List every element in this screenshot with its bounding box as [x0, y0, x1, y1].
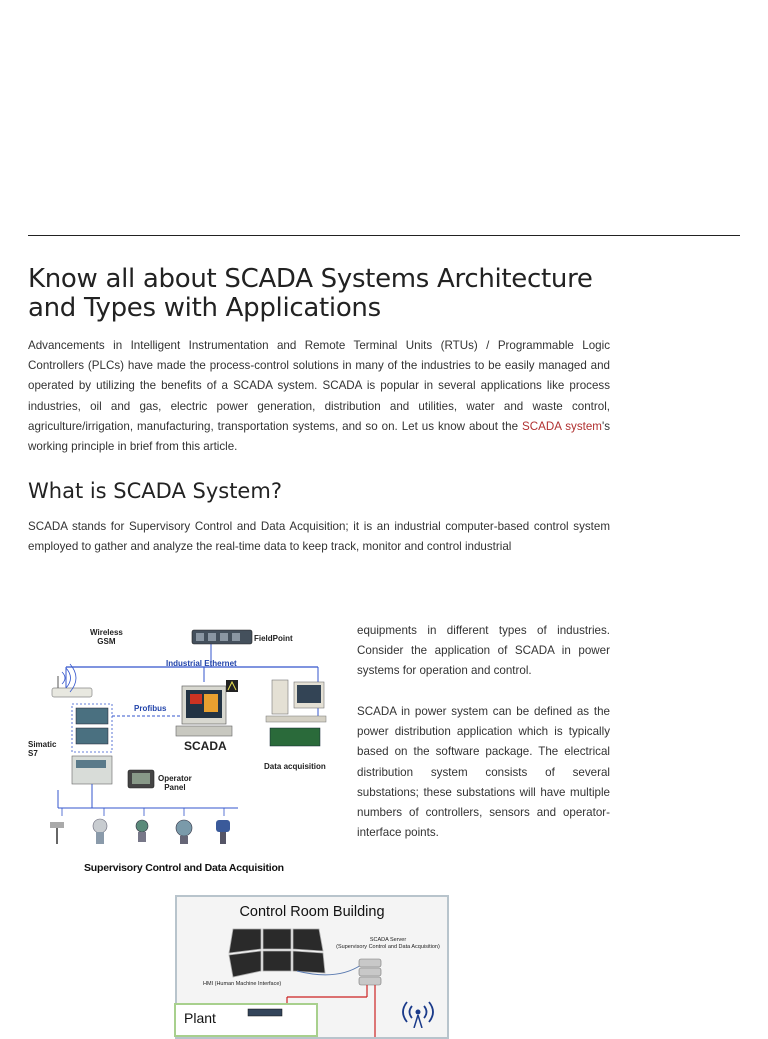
wireless-gsm-label: Wireless GSM: [90, 628, 123, 646]
operator-panel-icon: [128, 770, 154, 788]
scada-server-icon: [359, 959, 381, 985]
wireless-router-icon: [52, 664, 92, 697]
simatic-s7-label: Simatic S7: [28, 740, 57, 758]
profibus-label: Profibus: [134, 704, 167, 713]
plc-rack-icon: [72, 704, 112, 784]
industrial-ethernet-label: Industrial Ethernet: [166, 659, 237, 668]
scada-server-label: SCADA Server (Supervisory Control and Data Acquisition): [336, 937, 440, 950]
sensor-icon: [176, 820, 192, 844]
fieldpoint-device-icon: [192, 630, 252, 644]
control-room-title: Control Room Building: [239, 904, 385, 920]
data-acquisition-pc-icon: [266, 680, 326, 746]
scada-architecture-figure: [26, 620, 346, 882]
sensor-icon: [50, 822, 64, 844]
plant-box: [174, 1003, 318, 1037]
hmi-screens-icon: [229, 929, 325, 977]
intro-text: Advancements in Intelligent Instrumentation and Remote Terminal Units (RTUs) / Programmable Logic Controllers (PLCs) have made the process-control solutions in many of the industries to be easily managed and operated by utilizing the benefits of a SCADA system. SCADA is popular in several applications like process industries, oil and gas, electric power generation, distribution and utilities, water and waste control, agriculture/irrigation, manufacturing, transportation systems, and so on. Let us know about the: [28, 339, 610, 433]
plant-label: Plant: [184, 1010, 216, 1026]
intro-paragraph: [28, 336, 610, 457]
side-paragraph-2: SCADA in power system can be defined as the power distribution application which is typically based on the software package. The electrical distribution system consists of several substations; these substations will have multiple numbers of controllers, sensors and operator-interface points.: [357, 705, 610, 840]
section-heading: What is SCADA System?: [28, 479, 282, 503]
operator-panel-label: Operator Panel: [158, 774, 192, 792]
figure-caption: Supervisory Control and Data Acquisition: [84, 862, 284, 874]
article-title: Know all about SCADA Systems Architecture and Types with Applications: [28, 264, 593, 323]
header-divider: [28, 235, 740, 236]
side-paragraph-1: equipments in different types of industries. Consider the application of SCADA in power systems for operation and control.: [357, 624, 610, 678]
data-acquisition-label: Data acquisition: [264, 762, 326, 771]
definition-paragraph: SCADA stands for Supervisory Control and Data Acquisition; it is an industrial computer-based control system employed to gather and analyze the real-time data to keep track, monitor and control industrial: [28, 520, 610, 554]
scada-label: SCADA: [184, 739, 227, 753]
sensor-icon: [136, 820, 148, 842]
intro-after-text: 's working principle in brief from this article.: [28, 419, 610, 454]
scada-workstation-icon: [176, 680, 238, 736]
network-switch-icon: [246, 1007, 286, 1019]
hmi-label: HMI (Human Machine Interface): [203, 981, 282, 987]
fieldpoint-label: FieldPoint: [254, 634, 293, 643]
sensor-icon: [216, 820, 230, 844]
scada-system-link[interactable]: SCADA system: [522, 419, 602, 433]
sensor-icon: [93, 819, 107, 844]
